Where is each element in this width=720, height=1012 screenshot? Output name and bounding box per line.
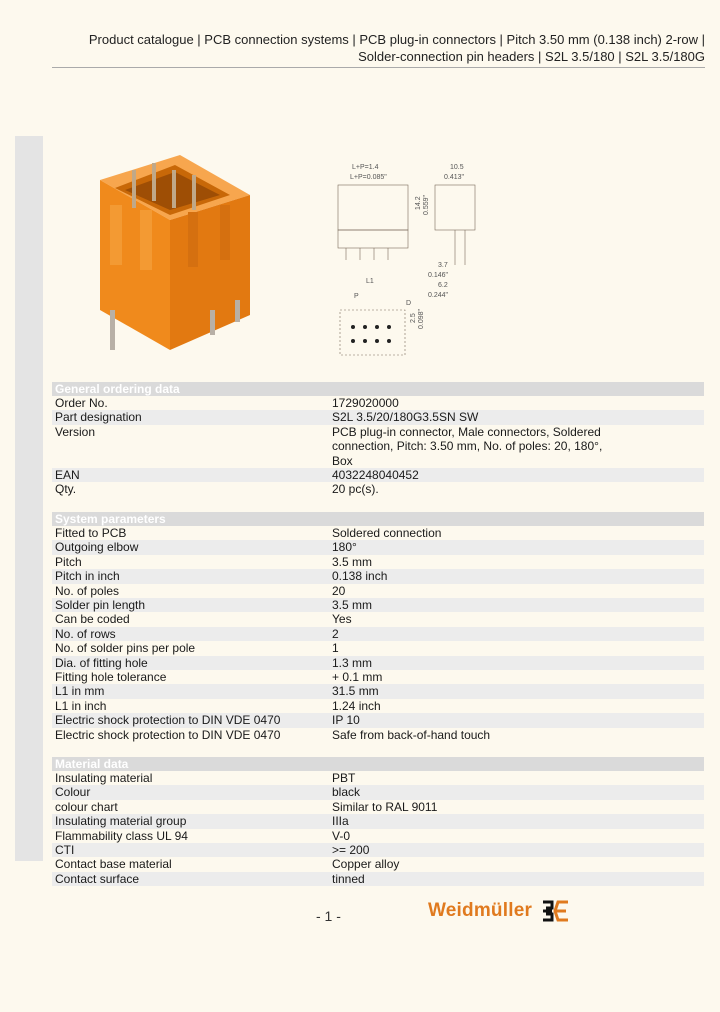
- spec-row: [52, 569, 704, 583]
- spec-key: Colour: [55, 785, 91, 800]
- spec-row: [52, 656, 704, 670]
- spec-row: [52, 641, 704, 655]
- spec-row: [52, 713, 704, 727]
- spec-row: [52, 785, 704, 799]
- spec-value: + 0.1 mm: [332, 670, 383, 685]
- spec-key: Order No.: [55, 396, 108, 410]
- spec-value: 20 pc(s).: [332, 482, 379, 497]
- spec-value: 1: [332, 641, 339, 656]
- spec-value: 0.138 inch: [332, 569, 388, 584]
- spec-value: PCB plug-in connector, Male connectors, Soldered connection, Pitch: 3.50 mm, No. of poles: 20, 180°, Box: [332, 424, 603, 468]
- dim-label: 0.244": [428, 292, 449, 299]
- spec-row: [52, 872, 704, 886]
- spec-key: L1 in mm: [55, 684, 105, 699]
- spec-row: [52, 425, 704, 468]
- spec-value: V-0: [332, 828, 351, 843]
- dim-label: 3.7: [438, 262, 448, 269]
- brand-name: Weidmüller: [428, 900, 533, 921]
- spec-row: [52, 555, 704, 569]
- dim-label: L+P=1.4: [352, 164, 379, 171]
- spec-key: Electric shock protection to DIN VDE 0470: [55, 727, 281, 742]
- dim-label: 0.559": [423, 194, 430, 215]
- spec-value: S2L 3.5/20/180G3.5SN SW: [332, 410, 479, 425]
- header-divider: [52, 67, 705, 68]
- spec-value: black: [332, 785, 361, 800]
- spec-value: Copper alloy: [332, 857, 400, 872]
- spec-key: Fitting hole tolerance: [55, 670, 167, 685]
- dimension-drawing: [320, 155, 490, 360]
- spec-key: No. of solder pins per pole: [55, 641, 196, 656]
- spec-value: 2: [332, 626, 339, 641]
- spec-value: >= 200: [332, 843, 370, 858]
- spec-key: Electric shock protection to DIN VDE 0470: [55, 713, 281, 728]
- spec-key: Can be coded: [55, 612, 130, 627]
- spec-row: [52, 612, 704, 626]
- section-header: General ordering data: [52, 382, 704, 396]
- spec-key: Part designation: [55, 410, 142, 425]
- spec-row: [52, 771, 704, 785]
- spec-key: EAN: [55, 468, 80, 483]
- spec-value: tinned: [332, 871, 365, 886]
- brand-mark-icon: [540, 898, 570, 924]
- spec-row: [52, 584, 704, 598]
- spec-value: 4032248040452: [332, 468, 419, 483]
- spec-key: Contact base material: [55, 857, 172, 872]
- spec-row: [52, 540, 704, 554]
- spec-row: [52, 482, 704, 496]
- dim-label: 0.146": [428, 272, 449, 279]
- spec-row: [52, 699, 704, 713]
- spec-value: PBT: [332, 771, 356, 785]
- spec-key: Insulating material group: [55, 814, 187, 829]
- general-ordering-section: [52, 382, 704, 497]
- spec-key: No. of poles: [55, 583, 120, 598]
- spec-value: Similar to RAL 9011: [332, 799, 438, 814]
- dim-label: P: [354, 293, 359, 300]
- spec-key: Fitted to PCB: [55, 526, 127, 540]
- dim-label: D: [406, 300, 412, 307]
- spec-key: L1 in inch: [55, 698, 107, 713]
- dim-label: L+P=0.085": [350, 174, 387, 181]
- spec-value: 1.24 inch: [332, 698, 381, 713]
- spec-key: Flammability class UL 94: [55, 828, 188, 843]
- spec-value: IIIa: [332, 814, 349, 829]
- spec-row: [52, 800, 704, 814]
- spec-value: 3.5 mm: [332, 554, 373, 569]
- spec-value: Soldered connection: [332, 526, 442, 540]
- spec-row: [52, 829, 704, 843]
- spec-key: No. of rows: [55, 626, 116, 641]
- spec-row: [52, 670, 704, 684]
- dim-label: 0.413": [444, 174, 465, 181]
- spec-row: [52, 468, 704, 482]
- spec-key: Version: [55, 424, 96, 439]
- spec-row: [52, 814, 704, 828]
- spec-row: [52, 843, 704, 857]
- spec-row: [52, 598, 704, 612]
- breadcrumb: Product catalogue | PCB connection systems | PCB plug-in connectors | Pitch 3.50 mm (0.138 inch) 2-row | Solder-connection pin headers | S2L 3.5/180 | S2L 3.5/180G: [88, 32, 705, 64]
- system-parameters-section: [52, 512, 704, 742]
- spec-row: [52, 396, 704, 410]
- spec-value: Safe from back-of-hand touch: [332, 727, 491, 742]
- dim-label: 14.2: [415, 196, 422, 210]
- dim-label: 0.098": [418, 308, 425, 329]
- spec-value: 1729020000: [332, 396, 399, 410]
- spec-key: Pitch: [55, 554, 82, 569]
- product-photo: [70, 150, 280, 370]
- spec-row: [52, 410, 704, 424]
- brand-logo: [428, 898, 570, 924]
- spec-value: 20: [332, 583, 346, 598]
- dim-label: L1: [366, 278, 374, 285]
- spec-key: Qty.: [55, 482, 77, 497]
- spec-key: Contact surface: [55, 871, 140, 886]
- side-bar: [15, 136, 43, 861]
- page-number: - 1 -: [316, 908, 341, 924]
- spec-row: [52, 627, 704, 641]
- spec-value: IP 10: [332, 713, 360, 728]
- spec-key: Pitch in inch: [55, 569, 120, 584]
- spec-row: [52, 684, 704, 698]
- spec-value: 3.5 mm: [332, 598, 373, 613]
- spec-value: 31.5 mm: [332, 684, 379, 699]
- dim-label: 10.5: [450, 164, 464, 171]
- spec-value: 180°: [332, 540, 357, 555]
- spec-key: Insulating material: [55, 771, 153, 785]
- spec-value: 1.3 mm: [332, 655, 373, 670]
- section-header: System parameters: [52, 512, 704, 526]
- spec-key: Outgoing elbow: [55, 540, 139, 555]
- spec-value: Yes: [332, 612, 352, 627]
- material-data-section: [52, 757, 704, 886]
- dim-label: 2.5: [410, 313, 417, 323]
- spec-row: [52, 728, 704, 742]
- spec-row: [52, 857, 704, 871]
- spec-row: [52, 526, 704, 540]
- dim-label: 6.2: [438, 282, 448, 289]
- section-header: Material data: [52, 757, 704, 771]
- spec-key: CTI: [55, 843, 75, 858]
- spec-key: colour chart: [55, 799, 118, 814]
- spec-key: Dia. of fitting hole: [55, 655, 148, 670]
- spec-key: Solder pin length: [55, 598, 146, 613]
